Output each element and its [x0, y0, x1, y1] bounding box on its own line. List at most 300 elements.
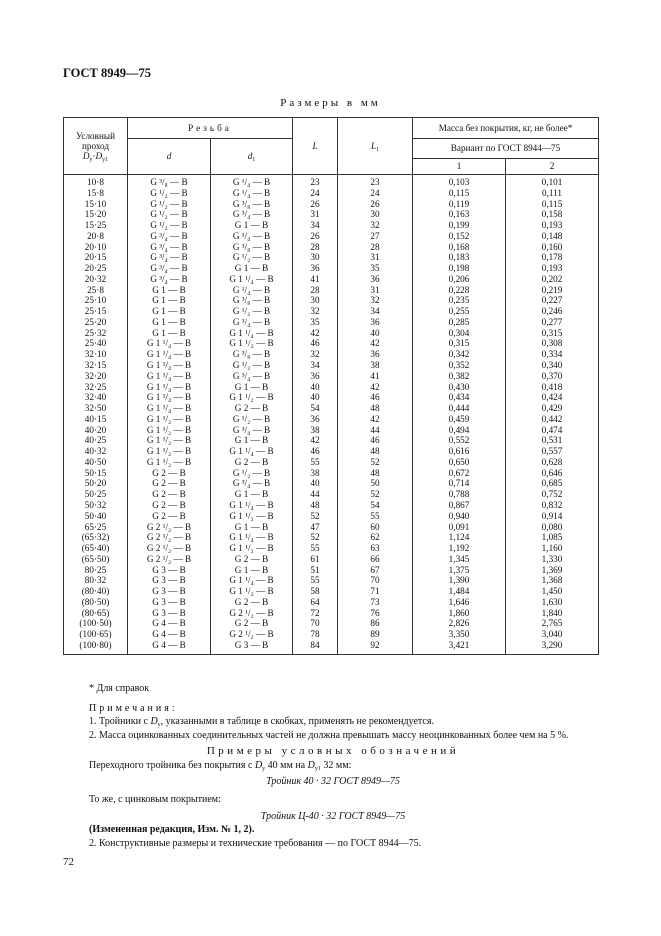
cell-mass-2: 0,832 [506, 500, 599, 511]
cell-mass-2: 0,115 [506, 199, 599, 210]
cell-L1: 41 [338, 371, 413, 382]
cell-thread-d: G 1 ¹/₄ — B [128, 338, 211, 349]
table-row [64, 403, 599, 414]
cell-mass-2: 0,370 [506, 371, 599, 382]
cell-nominal: 15·25 [64, 220, 128, 231]
table-row [64, 446, 599, 457]
cell-thread-d: G 2 — B [128, 500, 211, 511]
table-row [64, 220, 599, 231]
cell-nominal: (80·40) [64, 586, 128, 597]
cell-thread-d1: G 1 ¹/₂ — B [211, 338, 293, 349]
cell-thread-d: G 1 ¹/₄ — B [128, 403, 211, 414]
cell-mass-2: 1,369 [506, 565, 599, 576]
cell-L: 28 [293, 242, 338, 253]
cell-L1: 27 [338, 231, 413, 242]
cell-thread-d: G 4 — B [128, 629, 211, 640]
cell-thread-d1: G 1 — B [211, 522, 293, 533]
cell-L: 52 [293, 511, 338, 522]
cell-L: 47 [293, 522, 338, 533]
cell-mass-2: 0,277 [506, 317, 599, 328]
cell-mass-2: 0,474 [506, 425, 599, 436]
cell-mass-2: 0,158 [506, 209, 599, 220]
header-variant-2: 2 [506, 159, 599, 175]
cell-thread-d1: G ¹/₂ — B [211, 360, 293, 371]
cell-mass-1: 0,198 [413, 263, 506, 274]
table-row [64, 618, 599, 629]
cell-mass-2: 0,308 [506, 338, 599, 349]
cell-L1: 28 [338, 242, 413, 253]
cell-thread-d1: G ³/₄ — B [211, 317, 293, 328]
cell-mass-2: 0,148 [506, 231, 599, 242]
cell-mass-1: 0,434 [413, 392, 506, 403]
cell-mass-1: 0,352 [413, 360, 506, 371]
cell-nominal: 40·15 [64, 414, 128, 425]
cell-thread-d1: G ¹/₂ — B [211, 468, 293, 479]
cell-mass-1: 1,860 [413, 608, 506, 619]
dimensions-table [63, 117, 599, 655]
cell-mass-1: 0,382 [413, 371, 506, 382]
table-row [64, 511, 599, 522]
cell-thread-d: G ¹/₂ — B [128, 220, 211, 231]
table-row [64, 231, 599, 242]
cell-L1: 42 [338, 338, 413, 349]
cell-L: 40 [293, 478, 338, 489]
cell-thread-d: G 2 — B [128, 489, 211, 500]
cell-L: 40 [293, 382, 338, 393]
table-row [64, 435, 599, 446]
cell-L: 61 [293, 554, 338, 565]
example-1-intro: Переходного тройника без покрытия с $D_у$ 40 мм на $D_{у1}$ 32 мм: [89, 759, 352, 772]
table-row [64, 522, 599, 533]
cell-thread-d1: G ¹/₂ — B [211, 306, 293, 317]
notes-section [63, 682, 603, 851]
cell-mass-2: 0,246 [506, 306, 599, 317]
cell-L: 46 [293, 446, 338, 457]
cell-L: 78 [293, 629, 338, 640]
cell-L: 26 [293, 231, 338, 242]
cell-mass-1: 1,375 [413, 565, 506, 576]
cell-L1: 50 [338, 478, 413, 489]
example-2-designation: Тройник Ц-40 · 32 ГОСТ 8949—75 [260, 810, 406, 822]
cell-L1: 62 [338, 532, 413, 543]
cell-mass-1: 0,152 [413, 231, 506, 242]
cell-L: 36 [293, 414, 338, 425]
cell-mass-2: 0,914 [506, 511, 599, 522]
cell-thread-d1: G ³/₈ — B [211, 199, 293, 210]
cell-thread-d: G 1 ¹/₄ — B [128, 371, 211, 382]
cell-L1: 46 [338, 392, 413, 403]
cell-thread-d1: G ¹/₄ — B [211, 231, 293, 242]
cell-nominal: (80·65) [64, 608, 128, 619]
cell-mass-1: 1,192 [413, 543, 506, 554]
table-row [64, 242, 599, 253]
cell-thread-d1: G 2 ¹/₂ — B [211, 629, 293, 640]
table-row [64, 478, 599, 489]
cell-nominal: 15·8 [64, 188, 128, 199]
cell-thread-d: G 3 — B [128, 565, 211, 576]
cell-L1: 63 [338, 543, 413, 554]
cell-mass-2: 0,101 [506, 175, 599, 188]
edition-note: (Измененная редакция, Изм. № 1, 2). [89, 824, 255, 836]
table-row [64, 328, 599, 339]
cell-mass-1: 3,350 [413, 629, 506, 640]
cell-L1: 71 [338, 586, 413, 597]
cell-mass-2: 0,418 [506, 382, 599, 393]
table-row [64, 382, 599, 393]
cell-mass-2: 0,334 [506, 349, 599, 360]
document-header: ГОСТ 8949—75 [63, 66, 152, 80]
cell-L1: 48 [338, 446, 413, 457]
cell-mass-2: 0,557 [506, 446, 599, 457]
cell-L: 55 [293, 543, 338, 554]
cell-thread-d1: G ³/₈ — B [211, 349, 293, 360]
table-row [64, 597, 599, 608]
cell-L: 48 [293, 500, 338, 511]
table-row [64, 317, 599, 328]
cell-thread-d1: G 1 ¹/₂ — B [211, 392, 293, 403]
cell-thread-d1: G 1 ¹/₂ — B [211, 586, 293, 597]
cell-nominal: 10·8 [64, 175, 128, 188]
example-2-intro: То же, с цинковым покрытием: [89, 794, 221, 806]
cell-L: 42 [293, 328, 338, 339]
cell-thread-d: G 1 — B [128, 295, 211, 306]
cell-mass-1: 1,484 [413, 586, 506, 597]
table-row [64, 306, 599, 317]
cell-mass-2: 0,442 [506, 414, 599, 425]
cell-L: 44 [293, 489, 338, 500]
cell-L: 58 [293, 586, 338, 597]
cell-nominal: 50·40 [64, 511, 128, 522]
cell-mass-2: 0,193 [506, 220, 599, 231]
header-L1: $L_1$ [338, 118, 413, 175]
note-1: 1. Тройники с $D_у$, указанными в таблице в скобках, применять не рекомендуется. [89, 716, 434, 729]
cell-mass-1: 0,616 [413, 446, 506, 457]
cell-L1: 26 [338, 199, 413, 210]
cell-thread-d1: G 1 ¹/₄ — B [211, 500, 293, 511]
cell-L: 24 [293, 188, 338, 199]
header-variant: Вариант по ГОСТ 8944—75 [413, 139, 599, 159]
cell-thread-d: G 4 — B [128, 640, 211, 654]
table-row [64, 575, 599, 586]
table-row [64, 188, 599, 199]
cell-mass-2: 2,765 [506, 618, 599, 629]
cell-nominal: 32·10 [64, 349, 128, 360]
cell-nominal: 25·15 [64, 306, 128, 317]
cell-thread-d: G 3 — B [128, 597, 211, 608]
cell-nominal: (100·80) [64, 640, 128, 654]
cell-L1: 36 [338, 317, 413, 328]
cell-L1: 52 [338, 457, 413, 468]
cell-L: 34 [293, 360, 338, 371]
cell-L1: 31 [338, 252, 413, 263]
header-d1: $d_1$ [211, 139, 293, 175]
cell-L1: 66 [338, 554, 413, 565]
table-row [64, 586, 599, 597]
cell-mass-2: 0,340 [506, 360, 599, 371]
table-row [64, 295, 599, 306]
cell-thread-d: G 3 — B [128, 586, 211, 597]
cell-nominal: 50·20 [64, 478, 128, 489]
cell-L: 51 [293, 565, 338, 576]
cell-thread-d1: G 1 — B [211, 263, 293, 274]
header-nominal-bore: Условный проход $D_у\cdot D_{у1}$ [64, 118, 128, 175]
cell-L1: 48 [338, 468, 413, 479]
note-3: 2. Конструктивные размеры и технические требования — по ГОСТ 8944—75. [89, 837, 422, 849]
cell-mass-1: 0,714 [413, 478, 506, 489]
cell-mass-1: 0,285 [413, 317, 506, 328]
cell-thread-d: G ³/₄ — B [128, 263, 211, 274]
cell-L1: 31 [338, 285, 413, 296]
cell-nominal: 20·8 [64, 231, 128, 242]
cell-mass-1: 0,459 [413, 414, 506, 425]
cell-nominal: 32·25 [64, 382, 128, 393]
cell-thread-d1: G 1 ¹/₄ — B [211, 532, 293, 543]
cell-thread-d: G ³/₄ — B [128, 242, 211, 253]
cell-thread-d: G 1 ¹/₂ — B [128, 457, 211, 468]
cell-thread-d: G 3 — B [128, 608, 211, 619]
cell-thread-d: G 1 — B [128, 328, 211, 339]
cell-mass-2: 0,111 [506, 188, 599, 199]
header-variant-1: 1 [413, 159, 506, 175]
cell-thread-d1: G 1 — B [211, 382, 293, 393]
cell-L1: 60 [338, 522, 413, 533]
cell-mass-2: 0,424 [506, 392, 599, 403]
cell-L: 34 [293, 220, 338, 231]
cell-mass-2: 0,646 [506, 468, 599, 479]
cell-thread-d: G ¹/₂ — B [128, 199, 211, 210]
cell-nominal: (65·32) [64, 532, 128, 543]
cell-L: 72 [293, 608, 338, 619]
cell-mass-1: 1,646 [413, 597, 506, 608]
cell-thread-d1: G ¹/₄ — B [211, 285, 293, 296]
cell-L: 42 [293, 435, 338, 446]
cell-nominal: 40·20 [64, 425, 128, 436]
header-mass: Масса без покрытия, кг, не более* [413, 118, 599, 139]
cell-L: 32 [293, 306, 338, 317]
cell-mass-2: 0,429 [506, 403, 599, 414]
cell-L: 41 [293, 274, 338, 285]
cell-mass-1: 0,494 [413, 425, 506, 436]
header-d: d [128, 139, 211, 175]
cell-mass-2: 0,531 [506, 435, 599, 446]
cell-nominal: 15·20 [64, 209, 128, 220]
cell-L: 28 [293, 285, 338, 296]
cell-mass-2: 1,368 [506, 575, 599, 586]
examples-title: Примеры условных обозначений [206, 745, 460, 758]
cell-mass-1: 0,444 [413, 403, 506, 414]
cell-L1: 73 [338, 597, 413, 608]
cell-thread-d: G 1 ¹/₂ — B [128, 425, 211, 436]
cell-L1: 34 [338, 306, 413, 317]
cell-nominal: 50·25 [64, 489, 128, 500]
cell-mass-2: 1,840 [506, 608, 599, 619]
cell-thread-d: G 1 ¹/₄ — B [128, 360, 211, 371]
cell-thread-d: G 2 ¹/₂ — B [128, 532, 211, 543]
footnote: * Для справок [89, 683, 150, 694]
cell-mass-2: 0,219 [506, 285, 599, 296]
cell-thread-d1: G 2 — B [211, 403, 293, 414]
cell-L1: 42 [338, 414, 413, 425]
cell-thread-d1: G 2 — B [211, 554, 293, 565]
table-row [64, 263, 599, 274]
cell-thread-d: G 2 ¹/₂ — B [128, 522, 211, 533]
cell-nominal: 20·32 [64, 274, 128, 285]
cell-thread-d: G 2 — B [128, 468, 211, 479]
cell-mass-2: 0,160 [506, 242, 599, 253]
cell-mass-2: 0,202 [506, 274, 599, 285]
cell-thread-d: G 1 ¹/₂ — B [128, 414, 211, 425]
cell-L1: 48 [338, 403, 413, 414]
cell-thread-d: G 2 — B [128, 511, 211, 522]
cell-thread-d: G ³/₈ — B [128, 175, 211, 188]
cell-thread-d: G ³/₄ — B [128, 231, 211, 242]
cell-thread-d1: G ³/₄ — B [211, 371, 293, 382]
cell-L: 38 [293, 425, 338, 436]
cell-thread-d1: G ¹/₄ — B [211, 175, 293, 188]
cell-thread-d1: G 1 ¹/₄ — B [211, 274, 293, 285]
cell-nominal: (80·50) [64, 597, 128, 608]
cell-L: 55 [293, 575, 338, 586]
cell-mass-1: 0,199 [413, 220, 506, 231]
cell-thread-d1: G 3 — B [211, 640, 293, 654]
cell-nominal: (65·50) [64, 554, 128, 565]
table-caption: Размеры в мм [280, 97, 381, 109]
cell-thread-d1: G 2 — B [211, 597, 293, 608]
cell-thread-d: G 1 ¹/₄ — B [128, 349, 211, 360]
table-row [64, 252, 599, 263]
cell-mass-1: 0,867 [413, 500, 506, 511]
cell-L1: 76 [338, 608, 413, 619]
cell-L1: 36 [338, 274, 413, 285]
cell-L1: 86 [338, 618, 413, 629]
cell-nominal: 40·25 [64, 435, 128, 446]
table-row [64, 543, 599, 554]
table-row [64, 414, 599, 425]
cell-nominal: 40·50 [64, 457, 128, 468]
cell-L1: 42 [338, 382, 413, 393]
cell-thread-d: G 2 ¹/₂ — B [128, 554, 211, 565]
cell-mass-1: 0,788 [413, 489, 506, 500]
table-row [64, 199, 599, 210]
cell-L: 30 [293, 295, 338, 306]
cell-nominal: 32·15 [64, 360, 128, 371]
cell-L: 55 [293, 457, 338, 468]
table-row [64, 629, 599, 640]
table-row [64, 554, 599, 565]
cell-thread-d1: G ¹/₂ — B [211, 252, 293, 263]
cell-L1: 54 [338, 500, 413, 511]
cell-thread-d1: G ¹/₄ — B [211, 188, 293, 199]
cell-thread-d1: G 2 ¹/₂ — B [211, 608, 293, 619]
cell-mass-2: 0,752 [506, 489, 599, 500]
cell-thread-d1: G 2 — B [211, 457, 293, 468]
cell-thread-d: G 2 — B [128, 478, 211, 489]
cell-mass-1: 0,119 [413, 199, 506, 210]
cell-thread-d: G 1 ¹/₂ — B [128, 446, 211, 457]
cell-mass-1: 3,421 [413, 640, 506, 654]
table-row [64, 640, 599, 654]
cell-mass-1: 0,168 [413, 242, 506, 253]
table-row [64, 608, 599, 619]
cell-L: 36 [293, 371, 338, 382]
cell-thread-d1: G 1 — B [211, 489, 293, 500]
cell-mass-1: 0,552 [413, 435, 506, 446]
cell-L1: 40 [338, 328, 413, 339]
cell-nominal: 25·8 [64, 285, 128, 296]
cell-nominal: 50·15 [64, 468, 128, 479]
cell-thread-d: G 1 — B [128, 317, 211, 328]
example-1-designation: Тройник 40 · 32 ГОСТ 8949—75 [266, 775, 400, 787]
cell-L: 38 [293, 468, 338, 479]
cell-mass-2: 0,193 [506, 263, 599, 274]
cell-L: 54 [293, 403, 338, 414]
cell-thread-d1: G ¹/₂ — B [211, 414, 293, 425]
cell-L: 31 [293, 209, 338, 220]
cell-nominal: 25·10 [64, 295, 128, 306]
cell-nominal: (100·50) [64, 618, 128, 629]
table-row [64, 209, 599, 220]
cell-L1: 32 [338, 220, 413, 231]
cell-L: 40 [293, 392, 338, 403]
cell-thread-d: G 1 ¹/₄ — B [128, 382, 211, 393]
table-row [64, 274, 599, 285]
cell-L: 32 [293, 349, 338, 360]
cell-thread-d: G 1 ¹/₄ — B [128, 392, 211, 403]
cell-mass-1: 0,342 [413, 349, 506, 360]
cell-mass-2: 1,330 [506, 554, 599, 565]
cell-L1: 89 [338, 629, 413, 640]
cell-nominal: 32·40 [64, 392, 128, 403]
cell-thread-d1: G ³/₈ — B [211, 242, 293, 253]
cell-nominal: 15·10 [64, 199, 128, 210]
cell-L1: 32 [338, 295, 413, 306]
cell-mass-1: 2,826 [413, 618, 506, 629]
cell-L: 64 [293, 597, 338, 608]
cell-nominal: 80·25 [64, 565, 128, 576]
cell-mass-2: 0,685 [506, 478, 599, 489]
cell-thread-d1: G ³/₄ — B [211, 425, 293, 436]
cell-thread-d: G ³/₄ — B [128, 252, 211, 263]
cell-mass-1: 0,183 [413, 252, 506, 263]
cell-mass-1: 0,115 [413, 188, 506, 199]
cell-mass-1: 0,430 [413, 382, 506, 393]
table-row [64, 285, 599, 296]
cell-nominal: 20·15 [64, 252, 128, 263]
cell-mass-2: 0,080 [506, 522, 599, 533]
cell-L: 84 [293, 640, 338, 654]
cell-thread-d1: G 1 ¹/₂ — B [211, 511, 293, 522]
cell-L1: 36 [338, 349, 413, 360]
cell-nominal: 32·50 [64, 403, 128, 414]
page-number: 72 [63, 856, 74, 868]
cell-L1: 55 [338, 511, 413, 522]
cell-mass-1: 0,304 [413, 328, 506, 339]
table-row [64, 457, 599, 468]
cell-L: 70 [293, 618, 338, 629]
cell-mass-2: 3,290 [506, 640, 599, 654]
notes-title: Примечания: [89, 702, 178, 714]
table-row [64, 392, 599, 403]
cell-mass-1: 0,940 [413, 511, 506, 522]
cell-mass-1: 0,672 [413, 468, 506, 479]
cell-mass-2: 3,040 [506, 629, 599, 640]
table-row [64, 532, 599, 543]
cell-thread-d1: G 1 ¹/₄ — B [211, 575, 293, 586]
cell-nominal: 32·20 [64, 371, 128, 382]
cell-L: 46 [293, 338, 338, 349]
table-row [64, 175, 599, 188]
cell-mass-1: 1,345 [413, 554, 506, 565]
